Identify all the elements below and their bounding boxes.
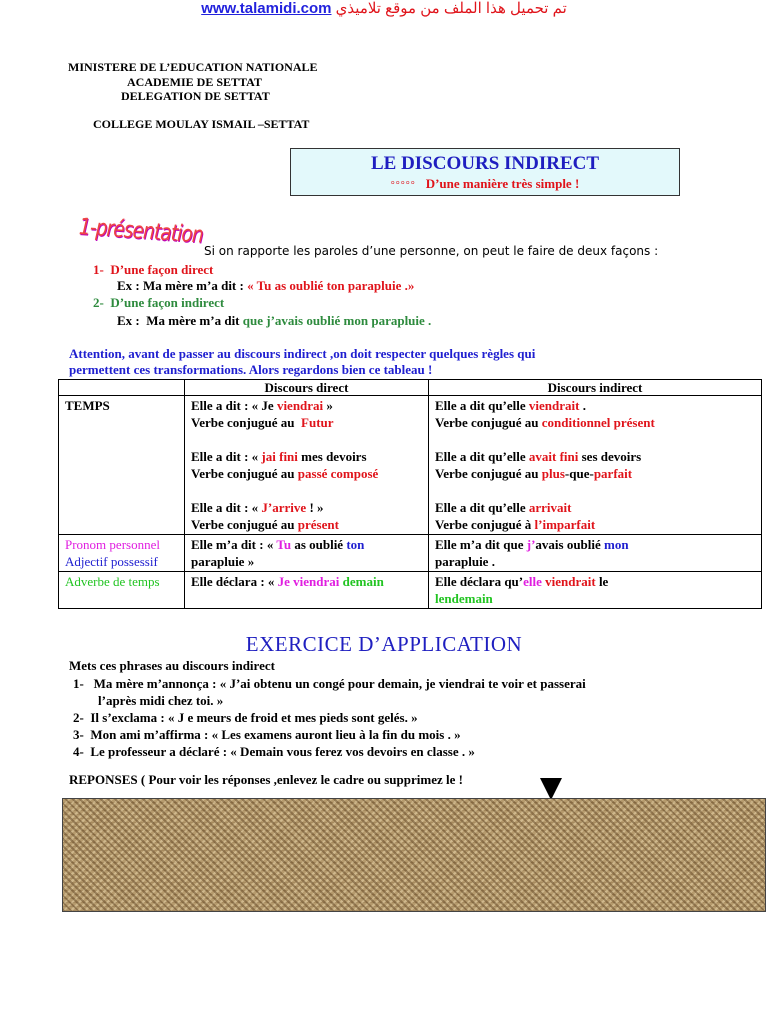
indirect-tense-1: Verbe conjugué au conditionnel présent — [435, 415, 655, 430]
item-number: 2- — [93, 295, 104, 310]
intro-text: Si on rapporte les paroles d’une personne, on peut le faire de deux façons : — [204, 244, 659, 258]
direct-example-2: Elle a dit : « jai fini mes devoirs — [191, 449, 367, 464]
rules-table — [58, 379, 762, 609]
direct-example-1: Elle a dit : « Je viendrai » — [191, 398, 333, 413]
row-label-pronoun — [59, 535, 185, 572]
decoration-circles: °°°°° — [390, 180, 416, 191]
down-arrow-icon — [540, 778, 562, 800]
row-label-adverb — [59, 572, 185, 609]
presentation-example-1 — [117, 278, 414, 294]
header-direct: Discours direct — [185, 380, 429, 396]
presentation-example-2 — [117, 313, 431, 329]
temps-indirect-cell — [429, 396, 762, 535]
example-speaker: Ma mère m’a dit — [146, 313, 240, 328]
indirect-tense-2: Verbe conjugué au plus-que-parfait — [435, 466, 633, 481]
site-header — [0, 0, 768, 18]
example-quote: que j’avais oublié mon parapluie . — [242, 313, 432, 328]
item-label: D’une façon indirect — [110, 295, 225, 310]
presentation-item-1 — [93, 262, 213, 278]
exercise-item-1-cont: l’après midi chez toi. » — [98, 693, 224, 708]
answer-cover-box[interactable] — [62, 798, 766, 912]
header-indirect: Discours indirect — [429, 380, 762, 396]
exercise-item-4: 4- Le professeur a déclaré : « Demain vous ferez vos devoirs en classe . » — [73, 744, 475, 759]
table-row-adverb — [59, 572, 762, 609]
direct-example-3: Elle a dit : « J’arrive ! » — [191, 500, 324, 515]
document-subtitle — [291, 176, 679, 192]
indirect-tense-3: Verbe conjugué à l’imparfait — [435, 517, 596, 532]
indirect-example-1: Elle a dit qu’elle viendrait . — [435, 398, 586, 413]
direct-tense-2: Verbe conjugué au passé composé — [191, 466, 379, 481]
attention-line-2: permettent ces transformations. Alors regardons bien ce tableau ! — [69, 362, 433, 377]
temps-direct-cell — [185, 396, 429, 535]
item-number: 1- — [93, 262, 104, 277]
college-label: COLLEGE MOULAY ISMAIL –SETTAT — [93, 117, 310, 131]
title-box — [290, 148, 680, 196]
example-quote: « Tu as oublié ton parapluie .» — [247, 278, 415, 293]
site-arabic-text: تم تحميل هذا الملف من موقع تلاميذي — [335, 0, 567, 17]
adverb-label: Adverbe de temps — [65, 574, 160, 589]
pronoun-indirect-cell: Elle m’a dit que j’avais oublié mon parapluie . — [429, 535, 762, 572]
possessive-label: Adjectif possessif — [65, 554, 158, 569]
table-row-pronoun — [59, 535, 762, 572]
attention-line-1: Attention, avant de passer au discours indirect ,on doit respecter quelques règles qui — [69, 346, 536, 361]
adverb-indirect-cell: Elle déclara qu’elle viendrait le lendemain — [429, 572, 762, 609]
header-empty — [59, 380, 185, 396]
indirect-example-2: Elle a dit qu’elle avait fini ses devoirs — [435, 449, 642, 464]
pronoun-label: Pronom personnel — [65, 537, 160, 552]
adverb-direct-cell: Elle déclara : « Je viendrai demain — [185, 572, 429, 609]
delegation-label: DELEGATION DE SETTAT — [121, 89, 270, 103]
responses-label: REPONSES ( Pour voir les réponses ,enlevez le cadre ou supprimez le ! — [69, 772, 463, 787]
presentation-heading: 1-présentation — [78, 214, 204, 249]
presentation-item-2 — [93, 295, 224, 311]
ministry-label: MINISTERE DE L’EDUCATION NATIONALE — [68, 60, 318, 74]
table-header-row — [59, 380, 762, 396]
exercise-item-2: 2- Il s’exclama : « J e meurs de froid et mes pieds sont gelés. » — [73, 710, 418, 725]
table-row-temps — [59, 396, 762, 535]
exercise-item-1: 1- Ma mère m’annonça : « J’ai obtenu un congé pour demain, je viendrai te voir et passerai — [73, 676, 586, 691]
example-prefix: Ex : — [117, 313, 140, 328]
example-prefix: Ex : Ma mère m’a dit : — [117, 278, 244, 293]
subtitle-text: D’une manière très simple ! — [425, 176, 580, 191]
item-label: D’une façon direct — [110, 262, 214, 277]
exercise-item-3: 3- Mon ami m’affirma : « Les examens auront lieu à la fin du mois . » — [73, 727, 461, 742]
row-label-temps — [59, 396, 185, 535]
academy-label: ACADEMIE DE SETTAT — [127, 75, 262, 89]
exercise-title: EXERCICE D’APPLICATION — [245, 632, 523, 656]
direct-tense-3: Verbe conjugué au présent — [191, 517, 339, 532]
site-url-link[interactable]: www.talamidi.com — [201, 0, 332, 17]
indirect-example-3: Elle a dit qu’elle arrivait — [435, 500, 572, 515]
temps-label: TEMPS — [65, 398, 110, 413]
direct-tense-1: Verbe conjugué au Futur — [191, 415, 334, 430]
pronoun-direct-cell: Elle m’a dit : « Tu as oublié ton parapluie » — [185, 535, 429, 572]
exercise-instruction: Mets ces phrases au discours indirect — [69, 658, 275, 673]
document-title: LE DISCOURS INDIRECT — [370, 153, 600, 174]
